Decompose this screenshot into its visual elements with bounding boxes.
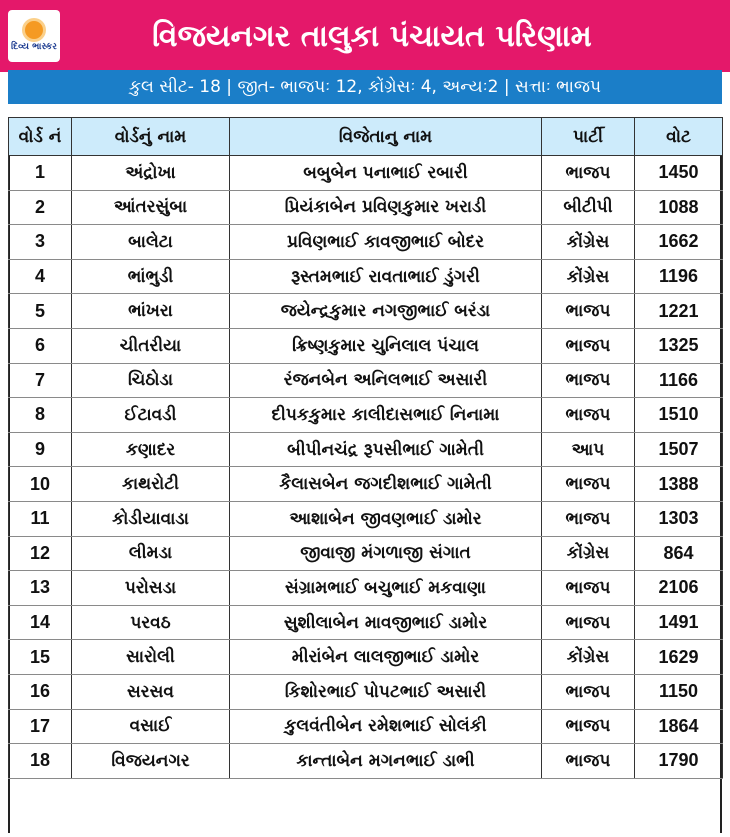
ward-name-cell: ચીતરીયા [72, 328, 230, 363]
ward-name-cell: ભાંખરા [72, 294, 230, 329]
ward-name-cell: ચિઠોડા [72, 363, 230, 398]
party-cell: ભાજપ [542, 744, 635, 779]
party-cell: કોંગ્રેસ [542, 225, 635, 260]
votes-cell: 1491 [635, 605, 723, 640]
party-cell: ભાજપ [542, 328, 635, 363]
ward-number-cell: 11 [9, 501, 72, 536]
votes-cell: 1303 [635, 501, 723, 536]
winner-name-cell: બબુબેન પનાભાઈ રબારી [230, 156, 542, 191]
ward-name-cell: પરોસડા [72, 571, 230, 606]
winner-name-cell: સુશીલાબેન માવજીભાઈ ડામોર [230, 605, 542, 640]
winner-name-cell: જયેન્દ્રકુમાર નગજીભાઈ બરંડા [230, 294, 542, 329]
header-ward-name: વોર્ડનું નામ [72, 118, 230, 156]
party-cell: ભાજપ [542, 467, 635, 502]
winner-name-cell: કૈલાસબેન જગદીશભાઈ ગામેતી [230, 467, 542, 502]
winner-name-cell: મીરાંબેન લાલજીભાઈ ડામોર [230, 640, 542, 675]
party-cell: આપ [542, 432, 635, 467]
winner-name-cell: ક્રિષ્ણકુમાર ચુનિલાલ પંચાલ [230, 328, 542, 363]
ward-name-cell: કણાદર [72, 432, 230, 467]
winner-name-cell: પ્રિયંકાબેન પ્રવિણકુમાર ખરાડી [230, 190, 542, 225]
winner-name-cell: રંજનબેન અનિલભાઈ અસારી [230, 363, 542, 398]
title-banner [0, 0, 730, 72]
party-cell: ભાજપ [542, 674, 635, 709]
ward-name-cell: કોડીયાવાડા [72, 501, 230, 536]
ward-number-cell: 16 [9, 674, 72, 709]
votes-cell: 1166 [635, 363, 723, 398]
table-row [9, 501, 723, 536]
party-cell: ભાજપ [542, 398, 635, 433]
ward-number-cell: 9 [9, 432, 72, 467]
votes-cell: 864 [635, 536, 723, 571]
table-row [9, 605, 723, 640]
winner-name-cell: આશાબેન જીવણભાઈ ડામોર [230, 501, 542, 536]
ward-number-cell: 7 [9, 363, 72, 398]
ward-name-cell: સરસવ [72, 674, 230, 709]
table-row [9, 398, 723, 433]
ward-number-cell: 1 [9, 156, 72, 191]
votes-cell: 2106 [635, 571, 723, 606]
brand-logo [8, 10, 60, 62]
sun-logo-icon [25, 21, 43, 39]
party-cell: ભાજપ [542, 363, 635, 398]
winner-name-cell: જીવાજી મંગળાજી સંગાત [230, 536, 542, 571]
party-cell: કોંગ્રેસ [542, 259, 635, 294]
party-cell: ભાજપ [542, 571, 635, 606]
ward-number-cell: 15 [9, 640, 72, 675]
winner-name-cell: બીપીનચંદ્ર રૂપસીભાઈ ગામેતી [230, 432, 542, 467]
votes-cell: 1450 [635, 156, 723, 191]
table-row [9, 156, 723, 191]
logo-text: દિવ્ય ભાસ્કર [11, 41, 57, 52]
votes-cell: 1507 [635, 432, 723, 467]
winner-name-cell: રૂસ્તમભાઈ રાવતાભાઈ ડુંગરી [230, 259, 542, 294]
summary-bar: કુલ સીટ- 18 | જીત- ભાજપઃ 12, કોંગ્રેસઃ 4, અન્યઃ2 | સત્તાઃ ભાજપ [8, 70, 722, 104]
votes-cell: 1325 [635, 328, 723, 363]
ward-number-cell: 13 [9, 571, 72, 606]
ward-number-cell: 5 [9, 294, 72, 329]
ward-name-cell: ભાંભુડી [72, 259, 230, 294]
votes-cell: 1629 [635, 640, 723, 675]
ward-name-cell: પરવઠ [72, 605, 230, 640]
table-row [9, 259, 723, 294]
page-title: વિજયનગર તાલુકા પંચાયત પરિણામ [152, 18, 592, 54]
party-cell: ભાજપ [542, 501, 635, 536]
table-row [9, 640, 723, 675]
table-row [9, 225, 723, 260]
ward-number-cell: 6 [9, 328, 72, 363]
header-ward-number: વોર્ડ નં [9, 118, 72, 156]
table-row [9, 536, 723, 571]
votes-cell: 1088 [635, 190, 723, 225]
votes-cell: 1864 [635, 709, 723, 744]
party-cell: કોંગ્રેસ [542, 640, 635, 675]
ward-number-cell: 14 [9, 605, 72, 640]
table-row [9, 190, 723, 225]
header-winner-name: વિજેતાનુ નામ [230, 118, 542, 156]
ward-number-cell: 3 [9, 225, 72, 260]
ward-name-cell: ઈટાવડી [72, 398, 230, 433]
results-table [8, 117, 723, 779]
ward-name-cell: વિજયનગર [72, 744, 230, 779]
party-cell: ભાજપ [542, 156, 635, 191]
votes-cell: 1196 [635, 259, 723, 294]
ward-number-cell: 17 [9, 709, 72, 744]
ward-name-cell: આંતરસુંબા [72, 190, 230, 225]
winner-name-cell: પ્રવિણભાઈ કાવજીભાઈ બોદર [230, 225, 542, 260]
table-row [9, 363, 723, 398]
ward-name-cell: વસાઈ [72, 709, 230, 744]
winner-name-cell: દીપકકુમાર કાલીદાસભાઈ નિનામા [230, 398, 542, 433]
party-cell: કોંગ્રેસ [542, 536, 635, 571]
party-cell: ભાજપ [542, 709, 635, 744]
header-votes: વોટ [635, 118, 723, 156]
ward-name-cell: અંદ્રોખા [72, 156, 230, 191]
header-party: પાર્ટી [542, 118, 635, 156]
votes-cell: 1221 [635, 294, 723, 329]
ward-number-cell: 12 [9, 536, 72, 571]
party-cell: ભાજપ [542, 294, 635, 329]
votes-cell: 1662 [635, 225, 723, 260]
ward-name-cell: સારોલી [72, 640, 230, 675]
winner-name-cell: કાન્તાબેન મગનભાઈ ડાભી [230, 744, 542, 779]
table-row [9, 571, 723, 606]
table-row [9, 328, 723, 363]
ward-number-cell: 4 [9, 259, 72, 294]
winner-name-cell: કિશોરભાઈ પોપટભાઈ અસારી [230, 674, 542, 709]
votes-cell: 1388 [635, 467, 723, 502]
table-row [9, 432, 723, 467]
ward-number-cell: 2 [9, 190, 72, 225]
ward-number-cell: 18 [9, 744, 72, 779]
ward-number-cell: 8 [9, 398, 72, 433]
table-row [9, 674, 723, 709]
ward-name-cell: લીમડા [72, 536, 230, 571]
table-row [9, 467, 723, 502]
table-row [9, 744, 723, 779]
party-cell: બીટીપી [542, 190, 635, 225]
ward-name-cell: કાથરોટી [72, 467, 230, 502]
table-row [9, 294, 723, 329]
ward-name-cell: બાલેટા [72, 225, 230, 260]
party-cell: ભાજપ [542, 605, 635, 640]
votes-cell: 1510 [635, 398, 723, 433]
votes-cell: 1150 [635, 674, 723, 709]
winner-name-cell: કુલવંતીબેન રમેશભાઈ સોલંકી [230, 709, 542, 744]
table-row [9, 709, 723, 744]
table-header-row [9, 118, 723, 156]
winner-name-cell: સંગ્રામભાઈ બચુભાઈ મકવાણા [230, 571, 542, 606]
ward-number-cell: 10 [9, 467, 72, 502]
votes-cell: 1790 [635, 744, 723, 779]
